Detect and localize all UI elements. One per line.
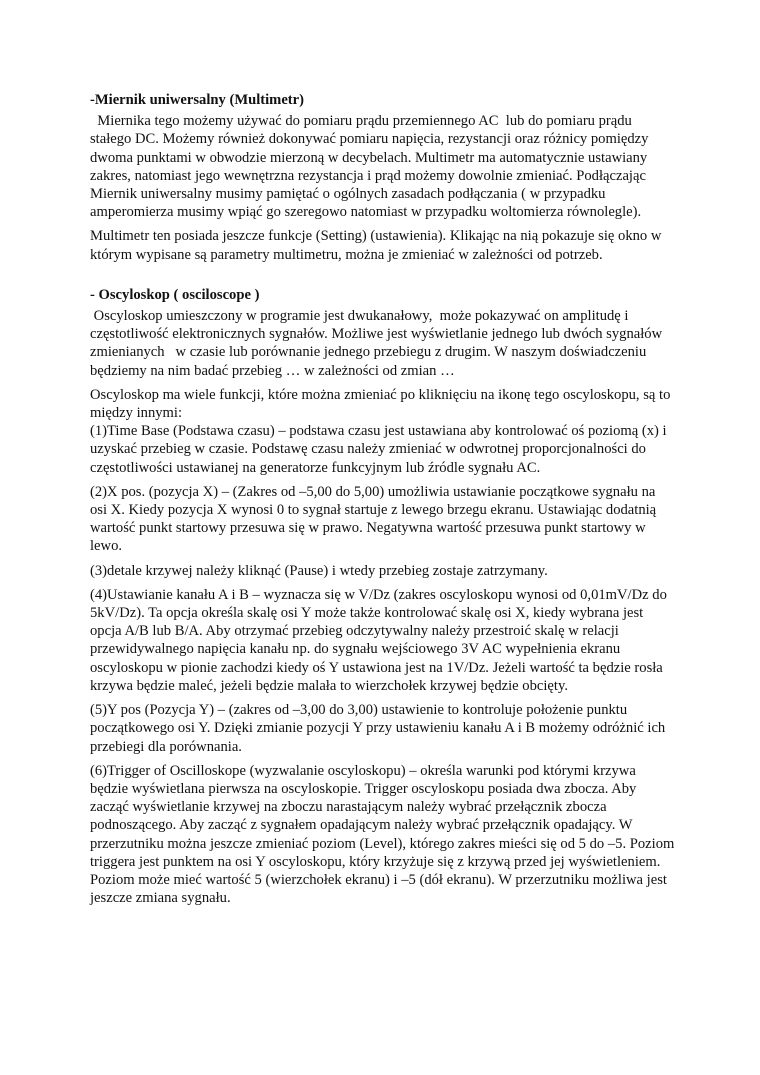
paragraph-oscilloscope-pause: (3)detale krzywej należy kliknąć (Pause) i wtedy przebieg zostaje zatrzymany. <box>90 562 548 579</box>
paragraph-oscilloscope-ypos: (5)Y pos (Pozycja Y) – (zakres od –3,00 do 3,00) ustawienie to kontroluje położenie punktu początkowego osi Y. Dzięki zmianie pozycji Y przy ustawieniu kanału A i B możemy odróżnić ich przebiegi dla porównania. <box>90 702 666 755</box>
paragraph-multimeter-intro: Miernika tego możemy używać do pomiaru prądu przemiennego AC lub do pomiaru prądu stałego DC. Możemy również dokonywać pomiaru napięcia, rezystancji oraz różnicy pomiędzy dwoma punktami w obwodzie mierzoną w decybelach. Multimetr ma automatycznie ustawiany zakres, natomiast jego wewnętrzna rezystancja i prąd możemy dowolnie zmieniać. Podłączając Miernik uniwersalny musimy pamiętać o ogólnych zasadach podłączania ( w przypadku amperomierza musimy wpiąć go szeregowo natomiast w przypadku woltomierza równolegle). <box>90 113 653 221</box>
section-heading-oscilloscope: - Oscyloskop ( osciloscope ) <box>90 286 260 303</box>
section-spacer <box>90 270 675 286</box>
paragraph-oscilloscope-trigger: (6)Trigger of Oscilloskope (wyzwalanie oscyloskopu) – określa warunki pod którymi krzywa będzie wyświetlana pierwsza na oscyloskopie. Trigger oscyloskopu posiada dwa zbocza. Aby zacząć wyświetlanie krzywej na zboczu narastającym należy wybrać przełącznik zbocza podnoszącego. Aby zacząć z sygnałem opadającym należy wybrać przełącznik opadający. W przerzutniku można jeszcze zmieniać poziom (Level), którego zakres mieści się od 5 do –5. Poziom triggera jest punktem na osi Y oscyloskopu, który krzyżuje się z krzywą przed jej wyświetleniem. Poziom może mieć wartość 5 (wierzchołek ekranu) i –5 (dół ekranu). W przerzutniku możliwa jest jeszcze zmiana sygnału. <box>90 762 675 907</box>
paragraph-oscilloscope-timebase: Oscyloskop ma wiele funkcji, które można zmieniać po kliknięciu na ikonę tego oscyloskopu, są to między innymi: (1)Time Base (Podstawa czasu) – podstawa czasu jest ustawiana aby kontrolować oś poziomą (x) i uzyskać przebieg w czasie. Podstawę czasu należy zmieniać w odwrotnej proporcjonalności do częstotliwości ustawianej na generatorze funkcyjnym lub źródle sygnału AC. <box>90 386 671 476</box>
paragraph-multimeter-settings: Multimetr ten posiada jeszcze funkcje (Setting) (ustawienia). Klikając na nią pokazuje się okno w którym wypisane są parametry multimetru, można je zmieniać w zależności od potrzeb. <box>90 228 662 263</box>
paragraph-oscilloscope-xpos: (2)X pos. (pozycja X) – (Zakres od –5,00 do 5,00) umożliwia ustawianie początkowe sygnału na osi X. Kiedy pozycja X wynosi 0 to sygnał startuje z lewego brzegu ekranu. Ustawiając dodatnią wartość punkt startowy przesuwa się w prawo. Negatywna wartość przesuwa punkt startowy w lewo. <box>90 483 657 555</box>
paragraph-oscilloscope-channels: (4)Ustawianie kanału A i B – wyznacza się w V/Dz (zakres oscyloskopu wynosi od 0,01mV/Dz do 5kV/Dz). Ta opcja określa skalę osi Y może także kontrolować skalę osi X, kiedy wybrana jest opcja A/B lub B/A. Aby otrzymać przebieg odczytywalny należy przestroić skalę w relacji przewidywalnego napięcia kanału np. do sygnału wejściowego 3V AC wypełnienia ekranu oscyloskopu w pionie zachodzi kiedy oś Y ustawiona jest na 1V/Dz. Jeżeli wartość ta będzie rosła krzywa będzie maleć, jeżeli będzie malała to wierzchołek krzywej będzie obcięty. <box>90 586 667 694</box>
document-page <box>90 91 675 913</box>
section-heading-multimeter: -Miernik uniwersalny (Multimetr) <box>90 92 305 108</box>
paragraph-oscilloscope-intro: Oscyloskop umieszczony w programie jest dwukanałowy, może pokazywać on amplitudę i częstotliwość elektronicznych sygnałów. Możliwe jest wyświetlanie jednego lub dwóch sygnałów zmienianych w czasie lub porównanie jednego przebiegu z drugim. W naszym doświadczeniu będziemy na nim badać przebieg … w zależności od zmian … <box>90 308 666 379</box>
